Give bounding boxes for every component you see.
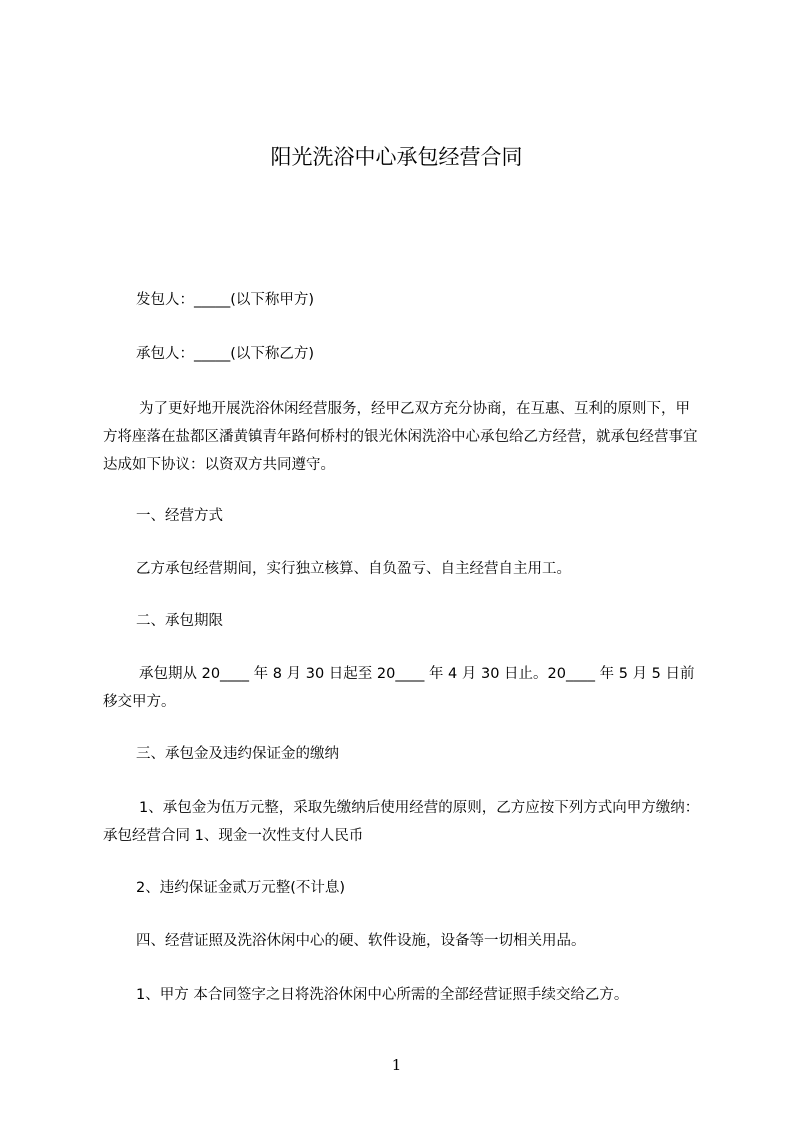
contract-fee-text: 1、承包金为伍万元整，采取先缴纳后使用经营的原则，乙方应按下列方式向甲方缴纳：承包经营合同 1、现金一次性支付人民币 <box>103 800 700 844</box>
section-heading-2: 二、承包期限 <box>136 613 223 629</box>
intro-paragraph: 为了更好地开展洗浴休闲经营服务，经甲乙双方充分协商，在互惠、互利的原则下，甲方将座落在盐都区潘黄镇青年路何桥村的银光休闲洗浴中心承包给乙方经营，就承包经营事宜达成如下协议：以资双方共同遵守。 <box>103 401 698 473</box>
party-a-line: 发包人：_____(以下称甲方) <box>136 292 315 308</box>
page-number: 1 <box>391 1056 402 1074</box>
license-handover-text: 1、甲方 本合同签字之日将洗浴休闲中心所需的全部经营证照手续交给乙方。 <box>136 987 629 1003</box>
contract-period-text: 承包期从 20____ 年 8 月 30 日起至 20____ 年 4 月 30 日止。20____ 年 5 月 5 日前移交甲方。 <box>103 666 695 710</box>
deposit-text: 2、违约保证金贰万元整(不计息) <box>136 880 346 896</box>
operation-mode-text: 乙方承包经营期间，实行独立核算、自负盈亏、自主经营自主用工。 <box>136 561 571 577</box>
document-title: 阳光洗浴中心承包经营合同 <box>270 145 523 169</box>
section-heading-3: 三、承包金及违约保证金的缴纳 <box>136 746 339 762</box>
section-heading-1: 一、经营方式 <box>136 508 223 524</box>
party-b-line: 承包人：_____(以下称乙方) <box>136 346 315 362</box>
section-heading-4: 四、经营证照及洗浴休闲中心的硬、软件设施，设备等一切相关用品。 <box>136 933 586 949</box>
